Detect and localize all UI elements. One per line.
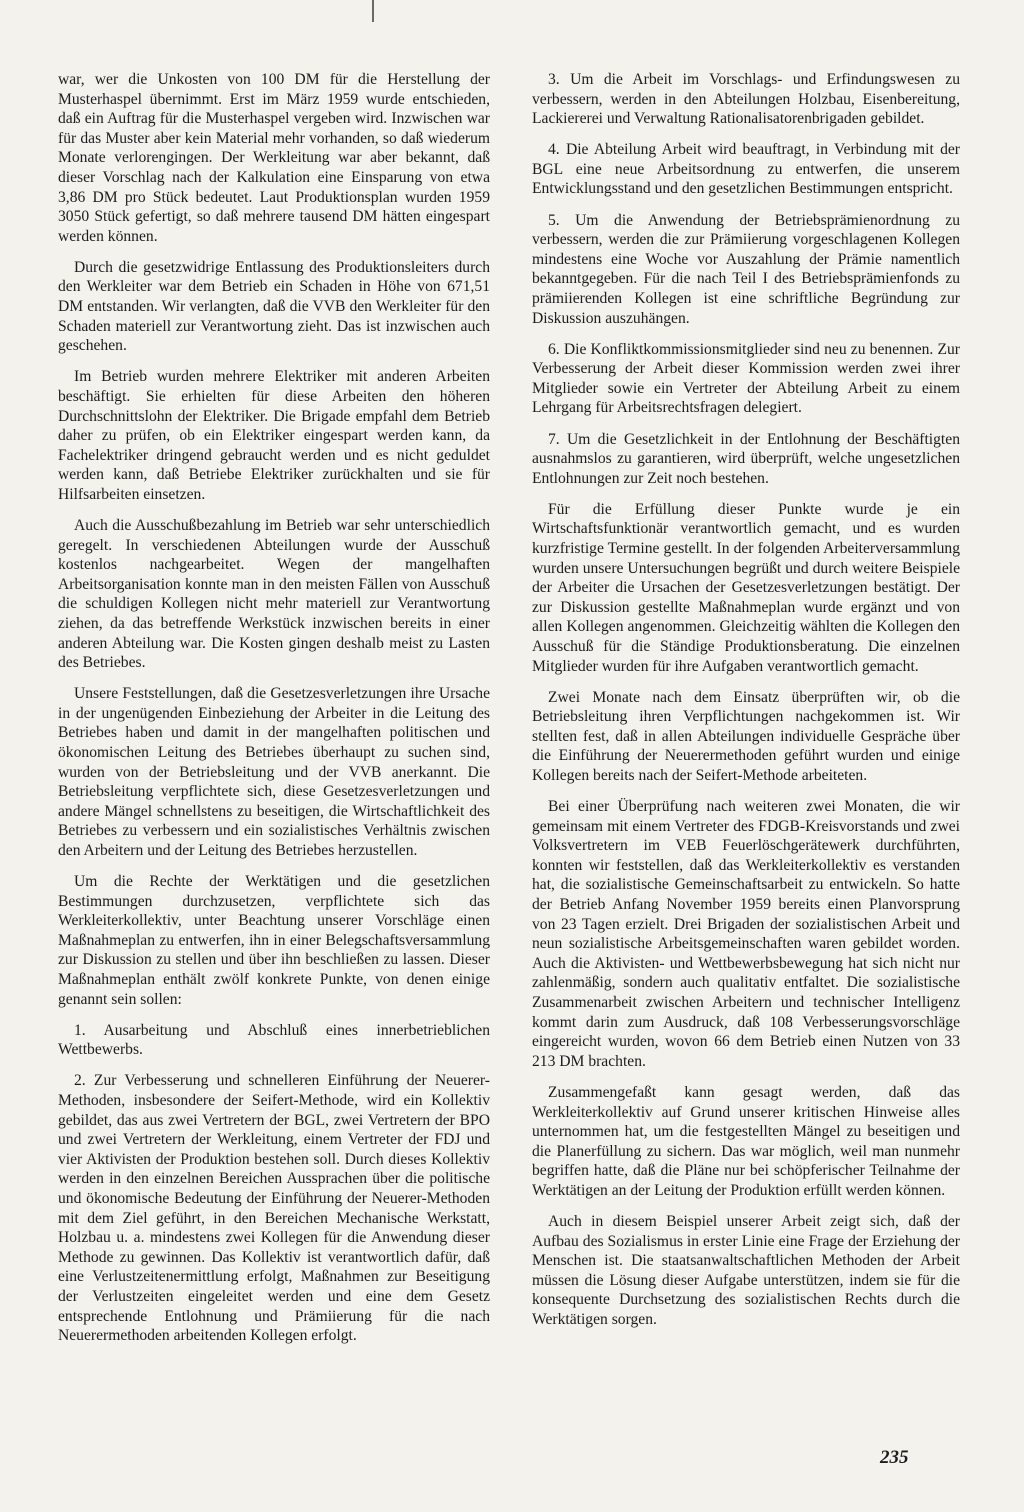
paragraph: Unsere Feststellungen, daß die Gesetzesverletzungen ihre Ursache in der ungenügenden Einbeziehung der Arbeiter in die Leitung des Betriebes haben und damit in der mangelhaften politischen und ökonomischen Leitung des Betriebes überhaupt zu suchen sind, wurden von der Betriebsleitung und der VVB anerkannt. Die Betriebsleitung verpflichtete sich, diese Gesetzesverletzungen und andere Mängel schnellstens zu beseitigen, die Wirtschaftlichkeit des Betriebes zu verbessern und ein sozialistisches Verhältnis zwischen den Arbeitern und der Leitung des Betriebes herzustellen. [58, 685, 490, 859]
list-item: 3. Um die Arbeit im Vorschlags- und Erfindungswesen zu verbessern, werden in den Abteilungen Holzbau, Eisenbereitung, Lackiererei und Verwaltung Rationalisatorenbrigaden gebildet. [532, 71, 960, 128]
list-item: 4. Die Abteilung Arbeit wird beauftragt, in Verbindung mit der BGL eine neue Arbeitsordnung zu entwerfen, die unserem Entwicklungsstand und den gesetzlichen Bestimmungen entspricht. [532, 141, 960, 198]
paragraph: Bei einer Überprüfung nach weiteren zwei Monaten, die wir gemeinsam mit einem Vertreter des FDGB-Kreisvorstands und zwei Volksvertretern im VEB Feuerlöschgerätewerk durchführten, konnten wir feststellen, daß das Werkleiterkollektiv es verstanden hat, die sozialistische Gemeinschaftsarbeit zu entwickeln. So hatte der Betrieb Anfang November 1959 bereits einen Planvorsprung von 23 Tagen erzielt. Drei Brigaden der sozialistischen Arbeit und neun sozialistische Arbeitsgemeinschaften waren gebildet worden. Auch die Aktivisten- und Wettbewerbsbewegung hat sich nicht nur zahlenmäßig, sondern auch qualitativ entfaltet. Die sozialistische Zusammenarbeit zwischen Arbeitern und technischer Intelligenz kommt darin zum Ausdruck, daß 108 Verbesserungsvorschläge eingereicht wurden, wovon 66 dem Betrieb einen Nutzen von 33 213 DM brachten. [532, 798, 960, 1070]
paragraph: Zusammengefaßt kann gesagt werden, daß das Werkleiterkollektiv auf Grund unserer kritischen Hinweise alles unternommen hat, um die festgestellten Mängel zu beseitigen und die Planerfüllung zu sichern. Das war möglich, weil man nunmehr begriffen hatte, daß die Pläne nur bei schöpferischer Teilnahme der Werktätigen an der Leitung der Produktion erfüllt werden können. [532, 1083, 960, 1199]
list-item: 2. Zur Verbesserung und schnelleren Einführung der Neuerer-Methoden, insbesondere der Seifert-Methode, wird ein Kollektiv gebildet, das aus zwei Vertretern der BGL, zwei Vertretern der BPO und zwei Vertretern der Werkleitung, einem Vertreter der FDJ und vier Aktivisten der Produktion bestehen soll. Durch dieses Kollektiv werden in den einzelnen Bereichen Aussprachen über die politische und ökonomische Bedeutung der Einführung der Neuerer-Methoden mit dem Ziel geführt, in den Bereichen Mechanische Werkstatt, Holzbau u. a. mindestens zwei Kollegen für die Anwendung dieser Methode zu gewinnen. Das Kollektiv ist verantwortlich dafür, daß eine Verlustzeitenermittlung erfolgt, Maßnahmen zur Beseitigung der Verlustzeiten eingeleitet werden und eine dem Gesetz entsprechende Entlohnung und Prämiierung für die nach Neuerermethoden arbeitenden Kollegen erfolgt. [58, 1072, 490, 1345]
left-column [58, 70, 490, 1357]
list-item: 1. Ausarbeitung und Abschluß eines innerbetrieblichen Wettbewerbs. [58, 1021, 490, 1059]
paragraph: Für die Erfüllung dieser Punkte wurde je ein Wirtschaftsfunktionär verantwortlich gemacht, und es wurden kurzfristige Termine gestellt. In der folgenden Arbeiterversammlung wurden unsere Untersuchungen begrüßt und durch weitere Beispiele der Arbeiter die Ursachen der Gesetzesverletzungen bestätigt. Der zur Diskussion gestellte Maßnahmeplan wurde ergänzt und von allen Kollegen angenommen. Gleichzeitig wählten die Kollegen den Ausschuß für die Ständige Produktionsberatung. Die einzelnen Mitglieder wurden für ihre Aufgaben verantwortlich gemacht. [532, 500, 960, 675]
paragraph: Um die Rechte der Werktätigen und die gesetzlichen Bestimmungen durchzusetzen, verpflichtete sich das Werkleiterkollektiv, unter Beachtung unserer Vorschläge einen Maßnahmeplan zu entwerfen, ihn in einer Belegschaftsversammlung zur Diskussion zu stellen und über ihn beschließen zu lassen. Dieser Maßnahmeplan enthält zwölf konkrete Punkte, von denen einige genannt sein sollen: [58, 873, 490, 1008]
scan-artifact [372, 0, 374, 22]
right-column [532, 70, 960, 1341]
page-number: 235 [880, 1447, 909, 1468]
paragraph: Auch in diesem Beispiel unserer Arbeit zeigt sich, daß der Aufbau des Sozialismus in erster Linie eine Frage der Erziehung der Menschen ist. Die staatsanwaltschaftlichen Methoden der Arbeit müssen die Lösung dieser Aufgabe unterstützen, indem sie für die konsequente Durchsetzung des sozialistischen Rechts durch die Werktätigen sorgen. [532, 1212, 960, 1328]
paragraph: Auch die Ausschußbezahlung im Betrieb war sehr unterschiedlich geregelt. In verschiedenen Abteilungen wurde der Ausschuß kostenlos nachgearbeitet. Wegen der mangelhaften Arbeitsorganisation konnte man in den meisten Fällen von Ausschuß die schuldigen Kollegen nicht mehr materiell zur Verantwortung ziehen, da das betreffende Werkstück inzwischen bereits in einer anderen Abteilung war. Die Kosten gingen deshalb meist zu Lasten des Betriebes. [58, 516, 490, 672]
list-item: 6. Die Konfliktkommissionsmitglieder sind neu zu benennen. Zur Verbesserung der Arbeit dieser Kommission werden zwei ihrer Mitglieder sowie ein Vertreter der Abteilung Arbeit zu einem Lehrgang für Arbeitsrechtsfragen delegiert. [532, 340, 960, 417]
paragraph: Durch die gesetzwidrige Entlassung des Produktionsleiters durch den Werkleiter war dem Betrieb ein Schaden in Höhe von 671,51 DM entstanden. Wir verlangten, daß die VVB den Werkleiter für den Schaden materiell zur Verantwortung zieht. Das ist inzwischen auch geschehen. [58, 258, 490, 355]
paragraph: Zwei Monate nach dem Einsatz überprüften wir, ob die Betriebsleitung ihren Verpflichtungen nachgekommen ist. Wir stellten fest, daß in allen Abteilungen individuelle Gespräche über die Einführung der Neuerermethoden geführt wurden und einige Kollegen bereits nach der Seifert-Methode arbeiteten. [532, 688, 960, 784]
paragraph: Im Betrieb wurden mehrere Elektriker mit anderen Arbeiten beschäftigt. Sie erhielten für diese Arbeiten den höheren Durchschnittslohn der Elektriker. Die Brigade empfahl dem Betrieb daher zu prüfen, ob ein Elektriker eingespart werden kann, da Fachelektriker dringend gebraucht werden und es nicht geduldet werden kann, daß Betriebe Elektriker zurückhalten und sie für Hilfsarbeiten einsetzen. [58, 368, 490, 503]
list-item: 7. Um die Gesetzlichkeit in der Entlohnung der Beschäftigten ausnahmslos zu garantieren, wird überprüft, welche ungesetzlichen Entlohnungen zur Zeit noch bestehen. [532, 430, 960, 487]
paragraph: war, wer die Unkosten von 100 DM für die Herstellung der Musterhaspel übernimmt. Erst im März 1959 wurde entschieden, daß ein Auftrag für die Musterhaspel vergeben wird. Inzwischen war für das Muster aber kein Material mehr vorhanden, so daß wiederum Monate verlorengingen. Der Werkleitung war aber bekannt, daß dieser Vorschlag nach der Kalkulation eine Einsparung von etwa 3,86 DM pro Stück bedeutet. Laut Produktionsplan wurden 1959 3050 Stück gefertigt, so daß mehrere tausend DM hätten eingespart werden können. [58, 71, 490, 245]
list-item: 5. Um die Anwendung der Betriebsprämienordnung zu verbessern, werden die zur Prämiierung vorgeschlagenen Kollegen mindestens eine Woche vor Auszahlung der Prämie namentlich bekanntgegeben. Für die nach Teil I des Betriebsprämienfonds zu prämiierenden Kollegen ist eine schriftliche Begründung zur Diskussion auszuhängen. [532, 211, 960, 327]
